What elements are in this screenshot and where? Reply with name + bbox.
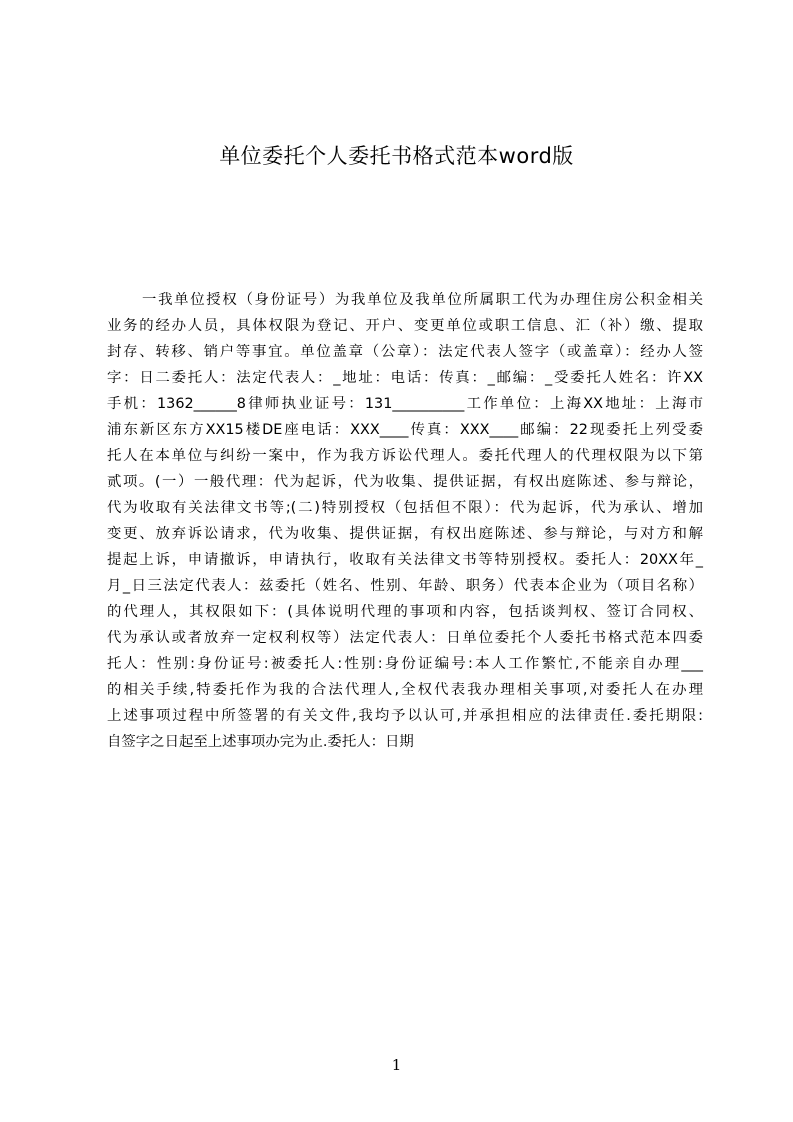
body-line: 自签字之日起至上述事项办完为止.委托人：日期 [107, 734, 414, 750]
body-line: 变更、放弃诉讼请求，代为收集、提供证据，有权出庭陈述、参与辩论，与对方和解 [107, 526, 703, 542]
body-line: 业务的经办人员，具体权限为登记、开户、变更单位或职工信息、汇（补）缴、提取 [107, 318, 703, 334]
document-title: 单位委托个人委托书格式范本word版 [219, 144, 574, 168]
page-number: 1 [391, 1056, 402, 1074]
body-line: 上述事项过程中所签署的有关文件,我均予以认可,并承担相应的法律责任.委托期限: [107, 708, 703, 724]
body-line: 一我单位授权（身份证号）为我单位及我单位所属职工代为办理住房公积金相关 [142, 292, 703, 308]
body-line: 字：日二委托人：法定代表人：_地址：电话：传真：_邮编：_受委托人姓名：许XX [107, 370, 703, 386]
body-line: 浦东新区东方XX15楼DE座电话：XXX____传真：XXX____邮编：22现委托上列受委 [107, 422, 703, 438]
body-line: 代为收取有关法律文书等;(二)特别授权（包括但不限）：代为起诉，代为承认、增加 [107, 500, 703, 516]
body-line: 提起上诉，申请撤诉，申请执行，收取有关法律文书等特别授权。委托人：20XX年_ [107, 552, 703, 568]
body-line: 封存、转移、销户等事宜。单位盖章（公章）：法定代表人签字（或盖章）：经办人签 [107, 344, 703, 360]
body-line: 代为承认或者放弃一定权利权等）法定代表人：日单位委托个人委托书格式范本四委 [107, 630, 703, 646]
body-line: 手机：1362______8律师执业证号：131__________工作单位：上海XX地址：上海市 [107, 396, 703, 412]
body-line: 贰项。(一）一般代理：代为起诉，代为收集、提供证据，有权出庭陈述、参与辩论， [107, 474, 703, 490]
body-line: 托人：性别:身份证号:被委托人:性别:身份证编号:本人工作繁忙,不能亲自办理___ [107, 656, 703, 672]
body-line: 月_日三法定代表人：兹委托（姓名、性别、年龄、职务）代表本企业为（项目名称） [107, 578, 703, 594]
body-line: 的相关手续,特委托作为我的合法代理人,全权代表我办理相关事项,对委托人在办理 [107, 682, 703, 698]
document-body [107, 287, 703, 755]
body-line: 的代理人，其权限如下：(具体说明代理的事项和内容，包括谈判权、签订合同权、 [107, 604, 703, 620]
body-line: 托人在本单位与纠纷一案中，作为我方诉讼代理人。委托代理人的代理权限为以下第 [107, 448, 703, 464]
